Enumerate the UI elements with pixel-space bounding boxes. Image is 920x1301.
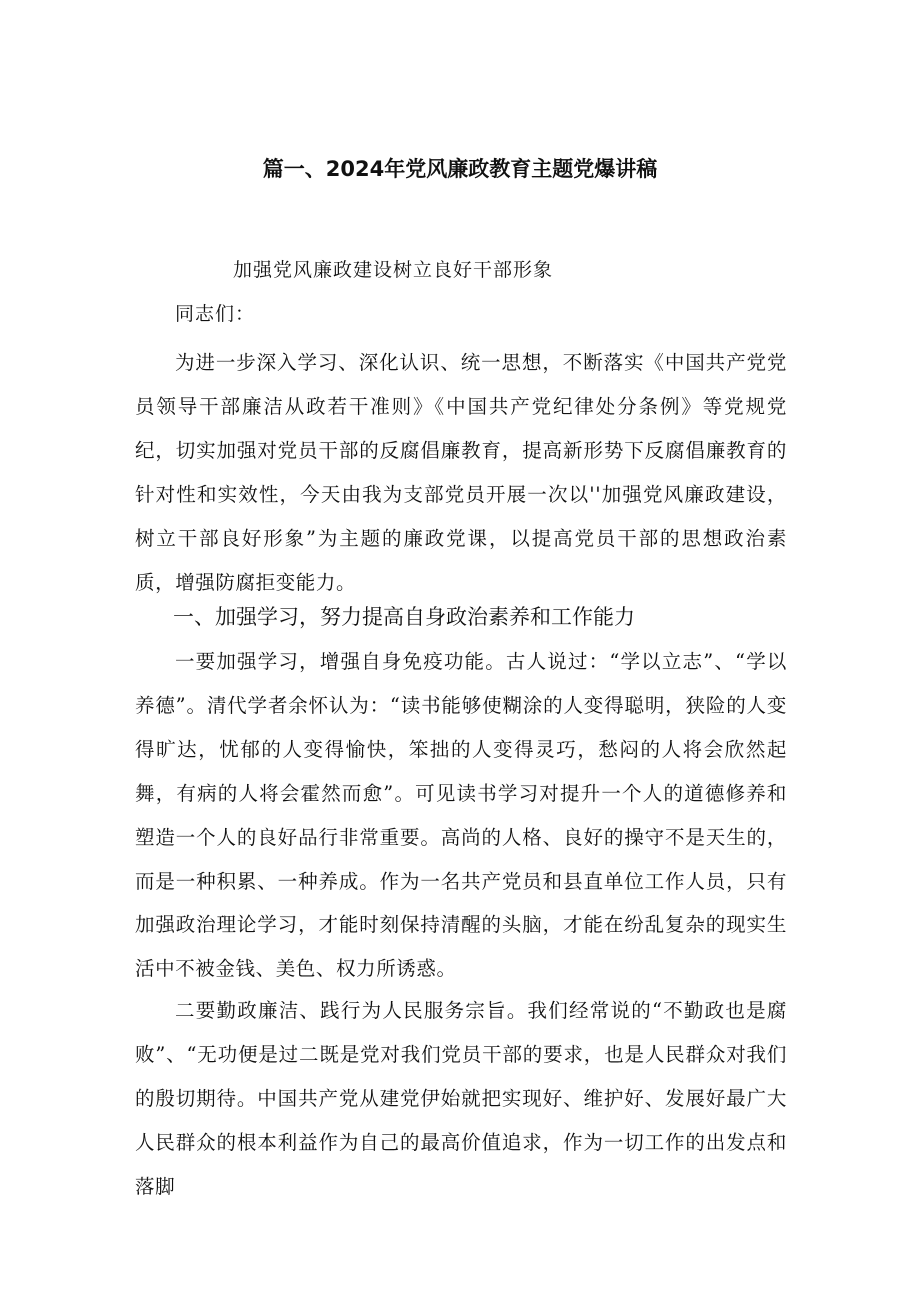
paragraph-study: 一要加强学习，增强自身免疫功能。古人说过：“学以立志”、“学以养德”。清代学者余怀认为：“读书能够使糊涂的人变得聪明，狭险的人变得旷达，忧郁的人变得愉快，笨拙的人变得灵巧，愁闷的人将会欣然起舞，有病的人将会霍然而愈”。可见读书学习对提升一个人的道德修养和塑造一个人的良好品行非常重要。高尚的人格、良好的操守不是天生的，而是一种积累、一种养成。作为一名共产党员和县直单位工作人员，只有加强政治理论学习，才能时刻保持清醒的头脑，才能在纷乱复杂的现实生活中不被金钱、美色、权力所诱惑。 [135, 650, 787, 981]
paragraph-diligence: 二要勤政廉洁、践行为人民服务宗旨。我们经常说的“不勤政也是腐败”、“无功便是过二既是党对我们党员干部的要求，也是人民群众对我们的殷切期待。中国共产党从建党伊始就把实现好、维护好、发展好最广大人民群众的根本利益作为自己的最高价值追求，作为一切工作的出发点和落脚 [135, 999, 787, 1198]
speech-subtitle: 加强党风廉政建设树立良好干部形象 [233, 259, 554, 281]
paragraph-intro: 为进一步深入学习、深化认识、统一思想，不断落实《中国共产党党员领导干部廉洁从政若干准则》《中国共产党纪律处分条例》等党规党纪，切实加强对党员干部的反腐倡廉教育，提高新形势下反腐倡廉教育的针对性和实效性，今天由我为支部党员开展一次以''加强党风廉政建设，树立干部良好形象”为主题的廉政党课，以提高党员干部的思想政治素质，增强防腐拒变能力。 [135, 351, 787, 594]
document-title: 篇一、2024年党风廉政教育主题党爆讲稿 [262, 157, 658, 181]
salutation: 同志们： [175, 303, 256, 325]
section-heading: 一、加强学习，努力提高自身政治素养和工作能力 [173, 605, 635, 629]
